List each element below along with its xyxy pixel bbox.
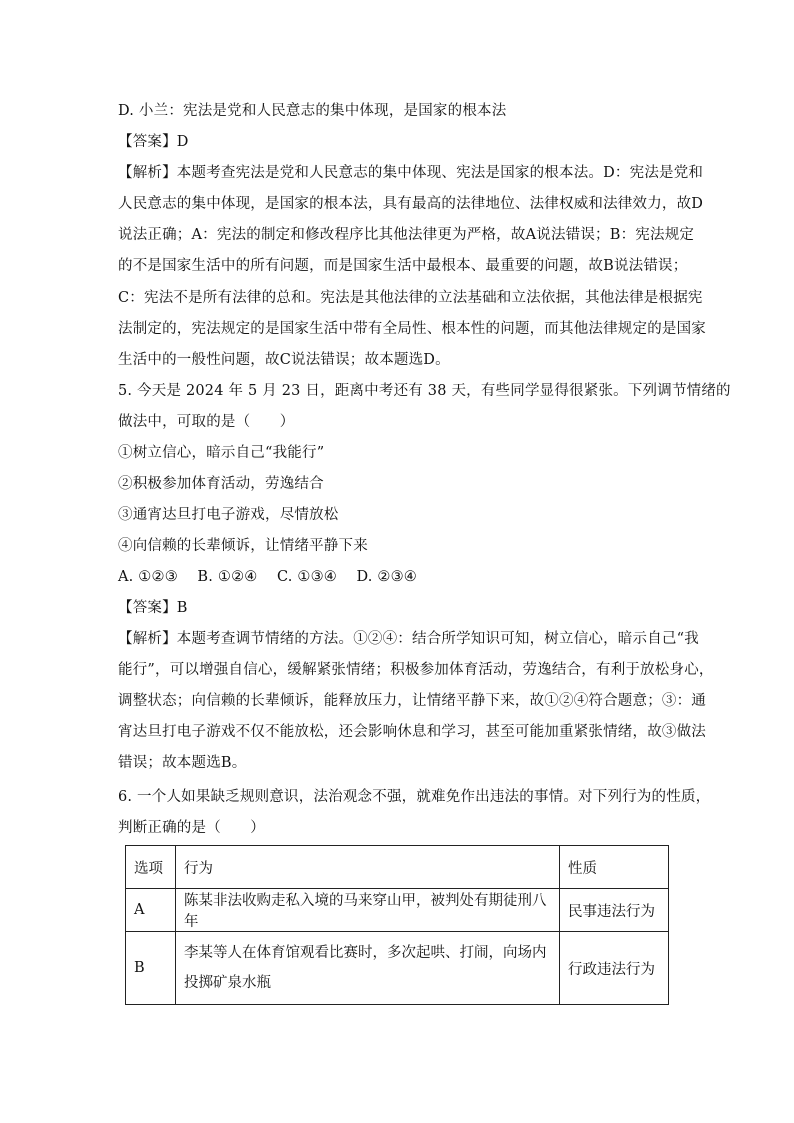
analysis-line: 生活中的一般性问题，故C说法错误；故本题选D。: [118, 352, 450, 368]
choices-line: A. ①②③ B. ①②④ C. ①③④ D. ②③④: [118, 569, 418, 585]
question-5-stem: 5. 今天是 2024 年 5 月 23 日，距离中考还有 38 天，有些同学显得很紧张。下列调节情绪的: [118, 383, 731, 399]
table-cell-option: B: [126, 932, 176, 1005]
table-header-cell: 性质: [560, 846, 669, 889]
table-row: [126, 889, 669, 932]
table-header-cell: 选项: [126, 846, 176, 889]
analysis-line: 的不是国家生活中的所有问题，而是国家生活中最根本、最重要的问题，故B说法错误；: [118, 258, 688, 274]
question-5-stem: 做法中，可取的是（ ）: [118, 414, 295, 430]
table-row: [126, 932, 669, 1005]
analysis-line: 调整状态；向信赖的长辈倾诉，能释放压力，让情绪平静下来，故①②④符合题意；③：通: [118, 693, 706, 709]
analysis-line: 法制定的，宪法规定的是国家生活中带有全局性、根本性的问题，而其他法律规定的是国家: [118, 321, 706, 337]
option-d-line: D. 小兰：宪法是党和人民意志的集中体现，是国家的根本法: [118, 103, 507, 119]
table-cell-option: A: [126, 889, 176, 932]
behavior-table: [125, 845, 669, 1005]
analysis-line: 【解析】本题考查调节情绪的方法。①②④：结合所学知识可知，树立信心，暗示自己“我: [118, 631, 699, 647]
analysis-line: 说法正确；A：宪法的制定和修改程序比其他法律更为严格，故A说法错误；B：宪法规定: [118, 227, 695, 243]
analysis-line: 人民意志的集中体现，是国家的根本法，具有最高的法律地位、法律权威和法律效力，故D: [118, 196, 704, 212]
answer-line: 【答案】D: [118, 134, 189, 150]
question-6-stem: 6. 一个人如果缺乏规则意识，法治观念不强，就难免作出违法的事情。对下列行为的性质，: [118, 789, 711, 805]
analysis-line: 【解析】本题考查宪法是党和人民意志的集中体现、宪法是国家的根本法。D：宪法是党和: [118, 165, 704, 181]
statement-item: ①树立信心，暗示自己“我能行”: [118, 445, 325, 461]
statement-item: ③通宵达旦打电子游戏，尽情放松: [118, 507, 339, 523]
table-header-cell: 行为: [176, 846, 560, 889]
table-cell-nature: 行政违法行为: [560, 932, 669, 1005]
question-6-stem: 判断正确的是（ ）: [118, 820, 265, 836]
table-header-row: [126, 846, 669, 889]
analysis-line: 能行”，可以增强自信心，缓解紧张情绪；积极参加体育活动，劳逸结合，有利于放松身心，: [118, 662, 714, 678]
analysis-line: 错误；故本题选B。: [118, 755, 247, 771]
table-cell-behavior: 李某等人在体育馆观看比赛时，多次起哄、打闹，向场内投掷矿泉水瓶: [176, 932, 560, 1005]
table-cell-behavior: 陈某非法收购走私入境的马来穿山甲，被判处有期徒刑八年: [176, 889, 560, 932]
analysis-line: C：宪法不是所有法律的总和。宪法是其他法律的立法基础和立法依据，其他法律是根据宪: [118, 290, 703, 306]
table-cell-nature: 民事违法行为: [560, 889, 669, 932]
analysis-line: 宵达旦打电子游戏不仅不能放松，还会影响休息和学习，甚至可能加重紧张情绪，故③做法: [118, 724, 706, 740]
statement-item: ④向信赖的长辈倾诉，让情绪平静下来: [118, 538, 368, 554]
statement-item: ②积极参加体育活动，劳逸结合: [118, 476, 324, 492]
answer-line: 【答案】B: [118, 600, 188, 616]
